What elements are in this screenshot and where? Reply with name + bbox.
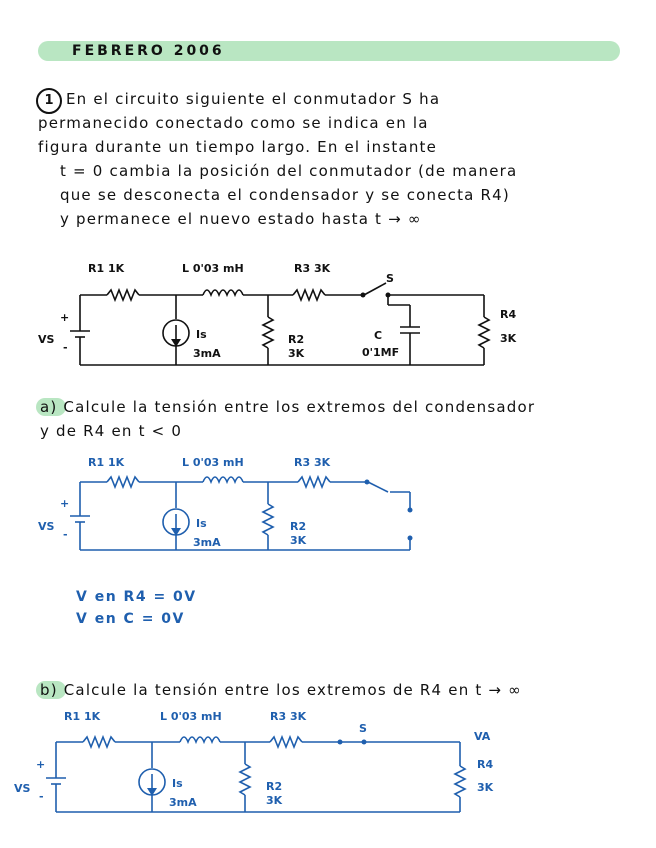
label-b-r4-value: 3K [477,781,494,794]
label-c-name: C [374,329,383,342]
problem-line-2: permanecido conectado como se indica en la [38,114,429,132]
label-b-va: VA [474,730,491,743]
label-is-name: Is [196,328,207,341]
label-a-r1: R1 1K [88,456,125,469]
label-r2-value: 3K [288,347,305,360]
part-a-heading [40,398,535,416]
part-b-heading [40,681,522,699]
part-a-line-2: y de R4 en t < 0 [40,422,183,440]
label-a-r2-value: 3K [290,534,307,547]
label-c-value: 0'1MF [362,346,400,359]
part-a-line-1: Calcule la tensión entre los extremos del condensador [63,398,536,416]
label-b-plus: + [36,758,46,771]
label-b-is-name: Is [172,777,183,790]
label-r3: R3 3K [294,262,331,275]
problem-line-6: y permanece el nuevo estado hasta t → ∞ [60,210,422,228]
label-minus: - [63,341,68,354]
label-switch: S [386,272,394,285]
label-a-plus: + [60,497,70,510]
problem-line-5: que se desconecta el condensador y se conecta R4) [60,186,510,204]
label-b-r3: R3 3K [270,710,307,723]
circuit-diagram-part-b [0,706,656,818]
label-b-r2-name: R2 [266,780,283,793]
label-a-minus: - [63,528,68,541]
label-b-r4-name: R4 [477,758,494,771]
answer-v-c: V en C = 0V [76,611,185,627]
label-r1: R1 1K [88,262,125,275]
part-a-label: a) [40,398,58,416]
circuit-diagram-main [0,255,656,375]
label-r2-name: R2 [288,333,305,346]
label-a-is-value: 3mA [193,536,221,549]
label-b-r2-value: 3K [266,794,283,807]
label-b-minus: - [39,790,44,803]
problem-line-4: t = 0 cambia la posición del conmutador (de manera [60,162,518,180]
problem-number: 1 [36,88,62,114]
label-r4-value: 3K [500,332,517,345]
label-b-r1: R1 1K [64,710,101,723]
problem-line-1: En el circuito siguiente el conmutador S ha [66,90,441,108]
label-r4-name: R4 [500,308,517,321]
label-a-r2-name: R2 [290,520,307,533]
label-vs: VS [38,333,55,346]
page-title: FEBRERO 2006 [72,43,225,59]
circuit-diagram-part-a [0,452,656,562]
label-b-is-value: 3mA [169,796,197,809]
label-l: L 0'03 mH [182,262,244,275]
answer-v-r4: V en R4 = 0V [76,589,197,605]
label-plus: + [60,311,70,324]
label-a-is-name: Is [196,517,207,530]
problem-line-3: figura durante un tiempo largo. En el instante [38,138,438,156]
part-b-label: b) [40,681,58,699]
label-a-vs: VS [38,520,55,533]
label-a-l: L 0'03 mH [182,456,244,469]
label-b-l: L 0'03 mH [160,710,222,723]
part-b-line-1: Calcule la tensión entre los extremos de R4 en t → ∞ [63,681,522,699]
label-is-value: 3mA [193,347,221,360]
label-a-r3: R3 3K [294,456,331,469]
label-b-switch: S [359,722,367,735]
label-b-vs: VS [14,782,31,795]
